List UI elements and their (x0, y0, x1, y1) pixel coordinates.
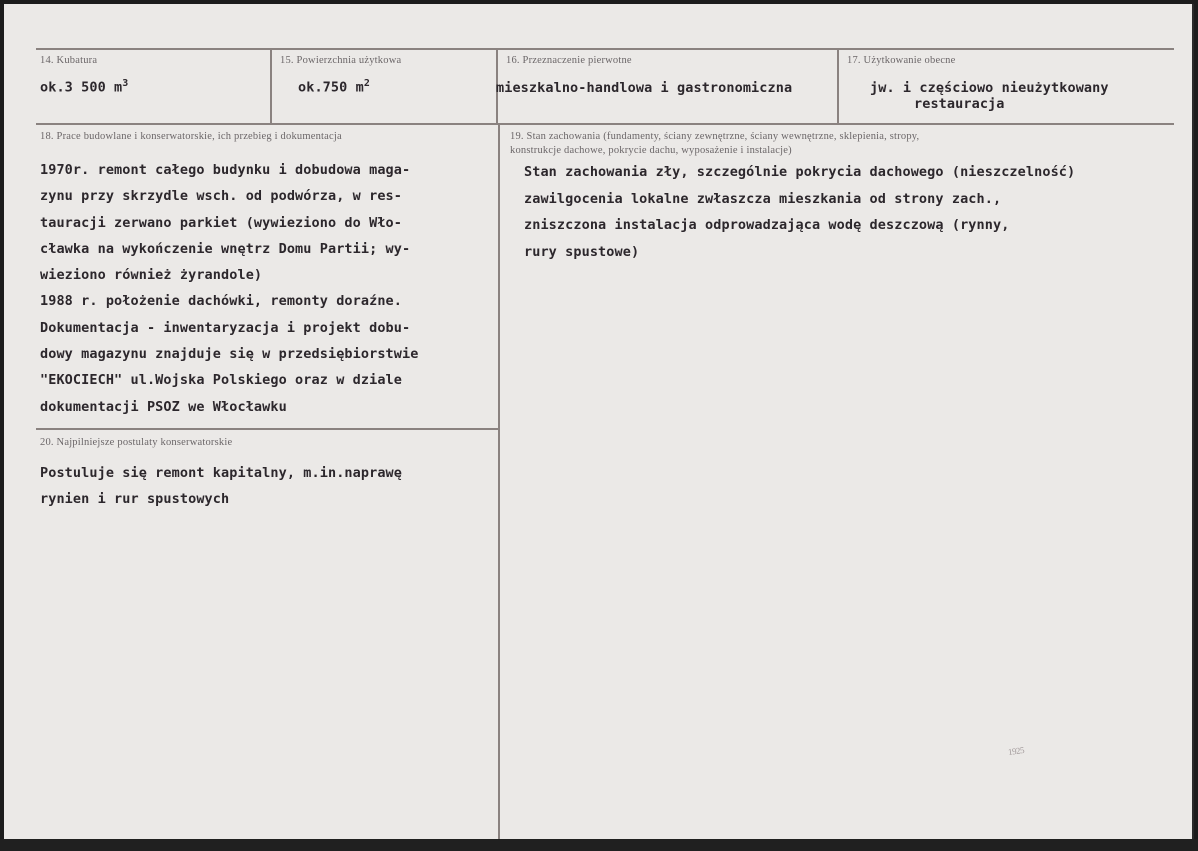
powierzchnia-value: ok.750 $m^2$ (298, 78, 370, 96)
record-card (4, 4, 1194, 839)
przeznaczenie-label: 16. Przeznaczenie pierwotne (506, 55, 632, 66)
prace-text (40, 157, 418, 420)
archive-stamp: 1925 (1007, 744, 1025, 758)
stan-line: Stan zachowania zły, szczególnie pokrycia dachowego (nieszczelność) (524, 164, 1076, 180)
postulaty-text (40, 460, 402, 513)
row1-bottom-rule (36, 123, 1174, 125)
uzytkowanie-value-line1: jw. i częściowo nieużytkowany (870, 80, 1109, 96)
kubatura-label: 14. Kubatura (40, 55, 98, 66)
stan-zachowania-label-line1: 19. Stan zachowania (fundamenty, ściany zewnętrzne, ściany wewnętrzne, sklepienia, stropy, (510, 131, 920, 142)
uzytkowanie-label: 17. Użytkowanie obecne (847, 55, 956, 66)
prace-label: 18. Prace budowlane i konserwatorskie, ich przebieg i dokumentacja (40, 131, 342, 142)
prace-line: 1970r. remont całego budynku i dobudowa maga- (40, 162, 411, 178)
divider-14-15 (270, 48, 272, 125)
prace-line: tauracji zerwano parkiet (wywieziono do Wło- (40, 214, 403, 231)
stan-line: zniszczona instalacja odprowadzająca wodę deszczową (rynny, (524, 217, 1010, 233)
prace-line: "EKOCIECH" ul.Wojska Polskiego oraz w dziale (40, 372, 403, 389)
uzytkowanie-value-line2: restauracja (914, 96, 1005, 112)
postulaty-label: 20. Najpilniejsze postulaty konserwatorskie (40, 437, 233, 448)
prace-line: Dokumentacja - inwentaryzacja i projekt dobu- (40, 319, 411, 336)
powierzchnia-label: 15. Powierzchnia użytkowa (280, 55, 402, 66)
prace-line: wieziono również żyrandole) (40, 267, 263, 284)
przeznaczenie-value: mieszkalno-handlowa i gastronomiczna (496, 80, 793, 96)
scan-edge (0, 839, 1198, 851)
prace-line: dokumentacji PSOZ we Włocławku (40, 398, 287, 415)
divider-16-17 (837, 48, 839, 125)
divider-left-right (498, 123, 500, 839)
stan-zachowania-text (524, 159, 1075, 265)
prace-line: 1988 r. położenie dachówki, remonty doraźne. (40, 293, 403, 310)
stan-line: rury spustowe) (524, 243, 640, 260)
stan-line: zawilgocenia lokalne zwłaszcza mieszkania od strony zach., (524, 190, 1002, 207)
postulaty-line: Postuluje się remont kapitalny, m.in.naprawę (40, 465, 403, 481)
stan-zachowania-label-line2: konstrukcje dachowe, pokrycie dachu, wyposażenie i instalacje) (510, 145, 792, 156)
prace-line: cławka na wykończenie wnętrz Domu Partii; wy- (40, 240, 411, 257)
prace-line: dowy magazynu znajduje się w przedsiębiorstwie (40, 346, 419, 363)
postulaty-line: rynien i rur spustowych (40, 491, 230, 508)
prace-line: zynu przy skrzydle wsch. od podwórza, w res- (40, 188, 403, 205)
top-rule (36, 48, 1174, 50)
section20-top-rule (36, 428, 498, 430)
kubatura-value: ok.3 500 $m^3$ (40, 78, 129, 96)
